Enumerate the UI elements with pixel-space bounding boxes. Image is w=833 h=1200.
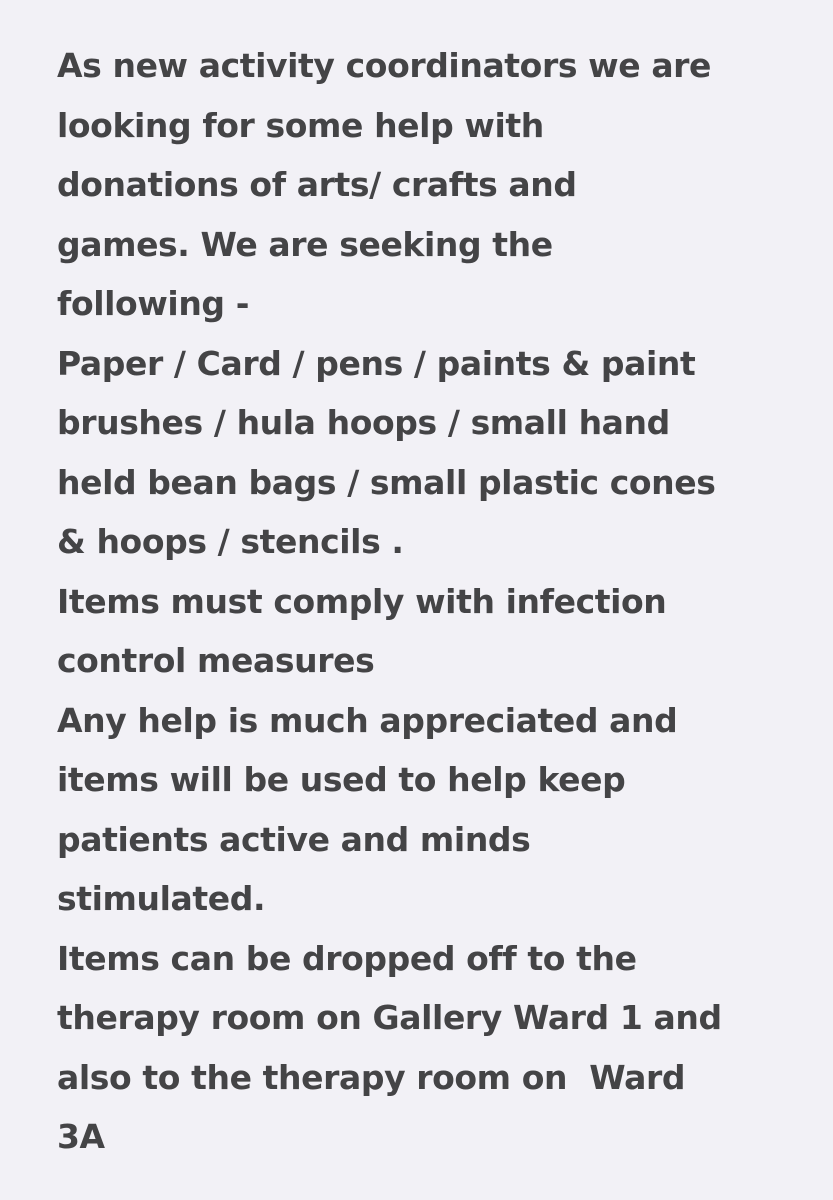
note-line: following - (57, 284, 250, 323)
note-line: also to the therapy room on Ward (57, 1057, 686, 1097)
note-line: As new activity coordinators we are (57, 46, 712, 85)
note-line: & hoops / stencils . (57, 522, 404, 561)
note-line: items will be used to help keep (57, 760, 626, 799)
note-line: looking for some help with (57, 105, 544, 145)
note-line: control measures (57, 641, 375, 680)
note-line: Paper / Card / pens / paints & paint (57, 343, 696, 383)
note-line: Any help is much appreciated and (57, 700, 678, 740)
note-line: brushes / hula hoops / small hand (57, 403, 670, 442)
note-line: Items can be dropped off to the (57, 938, 637, 978)
note-line: held bean bags / small plastic cones (57, 462, 716, 502)
note-line: patients active and minds (57, 819, 531, 859)
note-line: stimulated. (57, 879, 266, 918)
note-line: Items must comply with infection (57, 581, 667, 621)
note-line: 3A (57, 1117, 105, 1156)
note-line: donations of arts/ crafts and (57, 165, 577, 204)
note-line: games. We are seeking the (57, 224, 553, 264)
note-line: therapy room on Gallery Ward 1 and (57, 998, 722, 1037)
